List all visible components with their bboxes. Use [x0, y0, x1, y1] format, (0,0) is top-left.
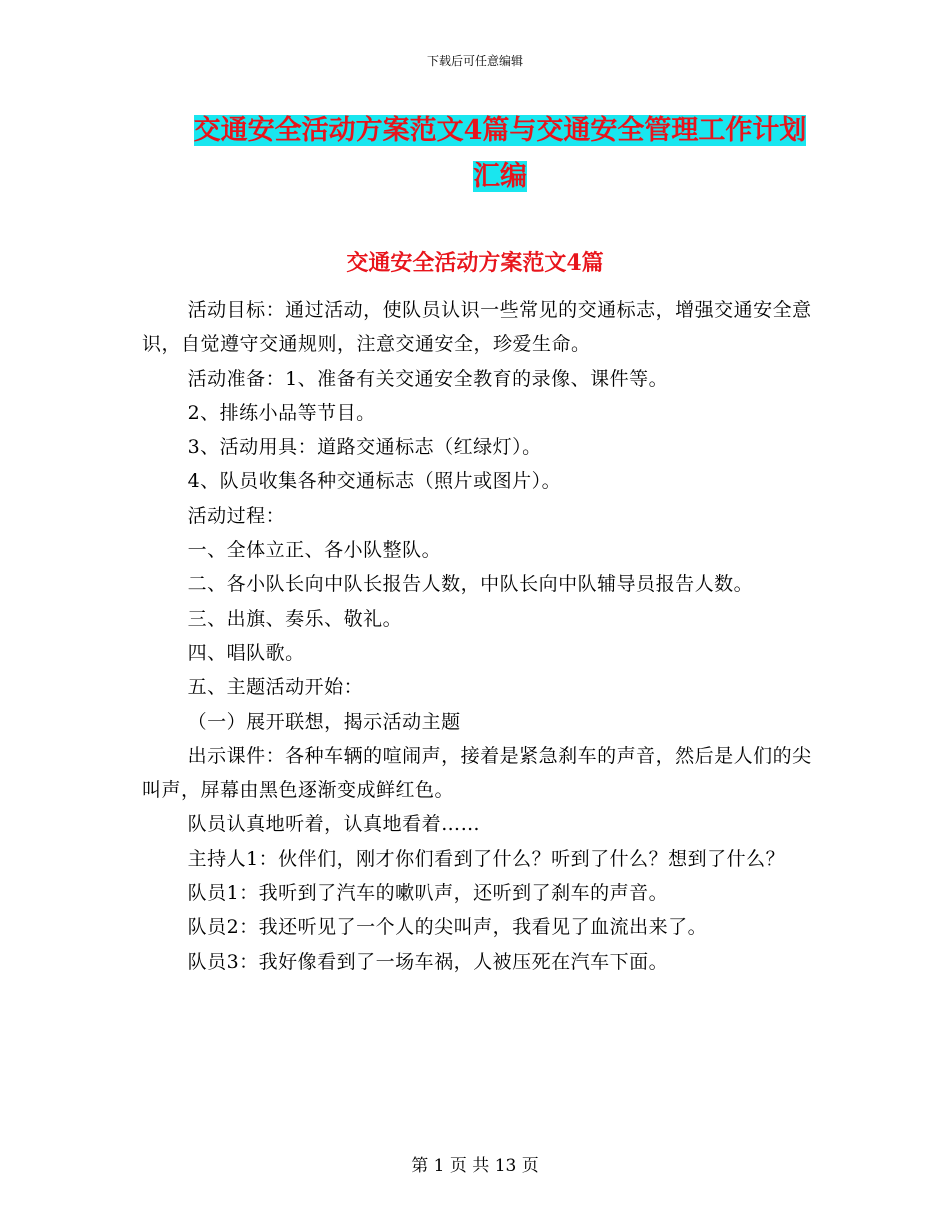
paragraph: 队员1：我听到了汽车的嗽叭声，还听到了刹车的声音。 [187, 882, 669, 905]
paragraph: 一、全体立正、各小队整队。 [187, 539, 442, 562]
paragraph: 队员3：我好像看到了一场车祸，人被压死在汽车下面。 [187, 950, 669, 973]
paragraph: 队员2：我还听见了一个人的尖叫声，我看见了血流出来了。 [187, 916, 708, 939]
page-number-footer: 第 1 页 共 13 页 [411, 1156, 539, 1176]
paragraph: 四、唱队歌。 [187, 641, 305, 664]
header-note: 下载后可任意编辑 [426, 54, 523, 68]
paragraph: 三、出旗、奏乐、敬礼。 [187, 607, 403, 630]
document-title-line-1: 交通安全活动方案范文4篇与交通安全管理工作计划 [193, 115, 807, 146]
paragraph: 主持人1：伙伴们，刚才你们看到了什么？听到了什么？想到了什么？ [187, 847, 786, 870]
paragraph: 五、主题活动开始： [187, 676, 364, 699]
document-title [140, 108, 860, 200]
paragraph: 2、排练小品等节目。 [187, 401, 376, 424]
paragraph: 二、各小队长向中队长报告人数，中队长向中队辅导员报告人数。 [187, 573, 754, 596]
paragraph: 出示课件：各种车辆的喧闹声，接着是紧急刹车的声音，然后是人们的尖叫声，屏幕由黑色逐渐变成鲜红色。 [142, 744, 812, 802]
document-body [142, 293, 812, 979]
paragraph: （一）展开联想，揭示活动主题 [187, 710, 461, 733]
paragraph: 活动目标：通过活动，使队员认识一些常见的交通标志，增强交通安全意识，自觉遵守交通规则，注意交通安全，珍爱生命。 [142, 299, 812, 356]
section-title: 交通安全活动方案范文4篇 [346, 250, 604, 276]
paragraph: 活动准备：1、准备有关交通安全教育的录像、课件等。 [187, 367, 669, 390]
paragraph: 活动过程： [187, 504, 286, 527]
paragraph: 3、活动用具：道路交通标志（红绿灯）。 [187, 436, 542, 459]
paragraph: 队员认真地听着，认真地看着…… [187, 813, 481, 836]
paragraph: 4、队员收集各种交通标志（照片或图片）。 [187, 470, 562, 493]
document-title-line-2: 汇编 [473, 161, 527, 192]
